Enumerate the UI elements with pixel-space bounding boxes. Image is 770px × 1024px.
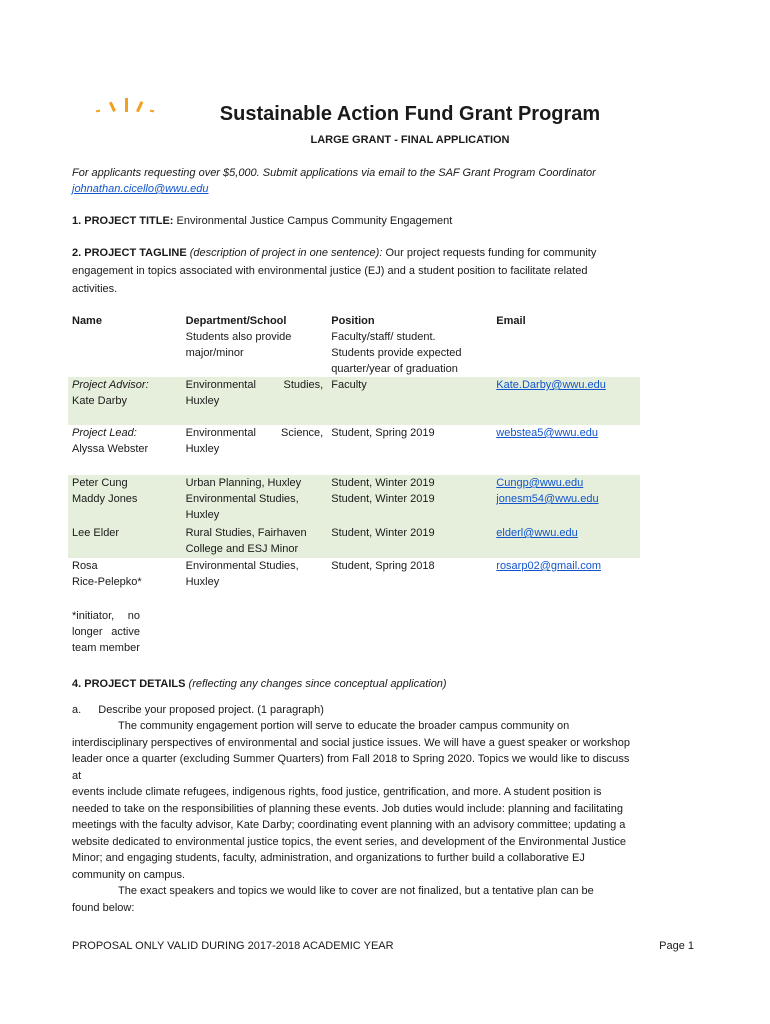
row-name-1: Peter Cung	[72, 477, 128, 489]
row-department-2: Huxley	[185, 395, 220, 407]
table-row	[68, 525, 640, 558]
row-department-2: College and ESJ Minor	[185, 543, 299, 555]
row-department-1: Environmental Studies,	[185, 379, 324, 391]
paragraph-1-line: website dedicated to environmental justice topics, the event series, and development of the Environmental Justice	[72, 835, 626, 848]
project-tagline-hint: (description of project in one sentence):	[189, 247, 383, 259]
header-department-note-2: major/minor	[185, 347, 244, 359]
row-department-1: Environmental Science,	[185, 427, 324, 439]
row-email-link-2[interactable]: jonesm54@wwu.edu	[496, 493, 599, 505]
paragraph-1-line: Minor; and engaging students, faculty, administration, and organizations to further build a collaborative EJ	[72, 852, 585, 864]
header-position-note-3: quarter/year of graduation	[331, 363, 458, 375]
project-details-label: 4. PROJECT DETAILS	[72, 678, 186, 690]
row-name-2: Maddy Jones	[72, 493, 138, 505]
paragraph-1-line: needed to take on the responsibilities of planning these events. Job duties would include: planning and facilitating	[72, 802, 623, 815]
row-email-link[interactable]: Kate.Darby@wwu.edu	[496, 379, 606, 391]
intro-block	[72, 165, 596, 197]
table-row	[68, 425, 640, 475]
project-tagline-section	[72, 244, 632, 298]
table-row	[68, 377, 640, 425]
row-name: Lee Elder	[72, 527, 120, 539]
coordinator-email-link[interactable]: johnathan.cicello@wwu.edu	[72, 183, 209, 195]
header-department-note-1: Students also provide	[185, 331, 292, 343]
project-title-section	[72, 212, 632, 230]
row-department-1: Rural Studies, Fairhaven	[185, 527, 307, 539]
page-title: Sustainable Action Fund Grant Program	[219, 103, 601, 125]
row-role: Project Advisor:	[72, 379, 149, 391]
paragraph-2-line: found below:	[72, 901, 135, 914]
intro-text: For applicants requesting over $5,000. Submit applications via email to the SAF Grant Program Coordinator	[72, 167, 596, 179]
row-department-2: Huxley	[185, 443, 220, 455]
row-role: Project Lead:	[72, 427, 137, 439]
row-department-1: Urban Planning, Huxley	[185, 477, 302, 489]
row-department-1: Environmental Studies,	[185, 560, 299, 572]
table-row	[68, 558, 640, 608]
row-email-link-1[interactable]: Cungp@wwu.edu	[496, 477, 584, 489]
item-a-text: Describe your proposed project. (1 paragraph)	[98, 704, 324, 716]
footnote-line-3: team member	[72, 642, 140, 654]
project-tagline-label: 2. PROJECT TAGLINE	[72, 247, 187, 259]
header-name: Name	[72, 315, 102, 327]
footer-validity: PROPOSAL ONLY VALID DURING 2017-2018 ACADEMIC YEAR	[72, 940, 394, 952]
row-name: Kate Darby	[72, 395, 128, 407]
paragraph-1-line: interdisciplinary perspectives of environmental and social justice issues. We will have a guest speaker or workshop	[72, 736, 631, 749]
item-a-marker: a.	[72, 704, 82, 716]
project-title-label: 1. PROJECT TITLE:	[72, 215, 174, 227]
header-department: Department/School	[185, 315, 287, 327]
team-table	[68, 313, 640, 656]
item-a	[72, 702, 632, 719]
header-position-note-1: Faculty/staff/ student.	[331, 331, 436, 343]
row-department-3: Huxley	[185, 509, 220, 521]
row-email-link[interactable]: rosarp02@gmail.com	[496, 560, 601, 572]
footnote-line-1: *initiator, no	[72, 610, 140, 622]
row-department-2: Environmental Studies,	[185, 493, 299, 505]
row-position: Faculty	[331, 379, 367, 391]
project-title-value: Environmental Justice Campus Community Engagement	[176, 215, 453, 227]
project-tagline-value-3: activities.	[72, 283, 118, 295]
paragraph-1-line: community on campus.	[72, 868, 186, 881]
row-email-link[interactable]: elderl@wwu.edu	[496, 527, 578, 539]
footer-page-number: Page 1	[659, 940, 694, 952]
paragraph-2-line: The exact speakers and topics we would like to cover are not finalized, but a tentative plan can be	[118, 885, 594, 897]
project-details-heading	[72, 675, 632, 693]
row-position: Student, Spring 2019	[331, 427, 435, 439]
row-name: Alyssa Webster	[72, 443, 149, 455]
row-department-2: Huxley	[185, 576, 220, 588]
paragraph-1	[72, 718, 632, 916]
row-name-2: Rice-Pelepko*	[72, 576, 142, 588]
row-email-link[interactable]: webstea5@wwu.edu	[496, 427, 598, 439]
header-position-note-2: Students provide expected	[331, 347, 462, 359]
table-header-row	[68, 313, 640, 377]
project-tagline-value-1: Our project requests funding for community	[385, 247, 597, 259]
footnote-line-2: longer active	[72, 626, 140, 638]
row-position: Student, Spring 2018	[331, 560, 435, 572]
paragraph-1-line: events include climate refugees, indigenous rights, food justice, gentrification, and more. A student position is	[72, 786, 602, 798]
header-position: Position	[331, 315, 375, 327]
table-footnote-row	[68, 608, 640, 656]
project-details-hint: (reflecting any changes since conceptual application)	[188, 678, 447, 690]
project-tagline-value-2: engagement in topics associated with environmental justice (EJ) and a student position to facilitate related	[72, 265, 588, 277]
row-position-2: Student, Winter 2019	[331, 493, 435, 505]
paragraph-1-line: The community engagement portion will serve to educate the broader campus community on	[118, 720, 570, 732]
table-row	[68, 475, 640, 525]
row-position-1: Student, Winter 2019	[331, 477, 435, 489]
row-position: Student, Winter 2019	[331, 527, 435, 539]
header-email: Email	[496, 315, 526, 327]
paragraph-1-line: meetings with the faculty advisor, Kate Darby; coordinating event planning with an advisory committee; updating a	[72, 819, 626, 831]
row-name-1: Rosa	[72, 560, 98, 572]
paragraph-1-line: leader once a quarter (excluding Summer Quarters) from Fall 2018 to Spring 2020. Topics we would like to discuss at	[72, 753, 630, 782]
page-subtitle: LARGE GRANT - FINAL APPLICATION	[310, 134, 510, 146]
